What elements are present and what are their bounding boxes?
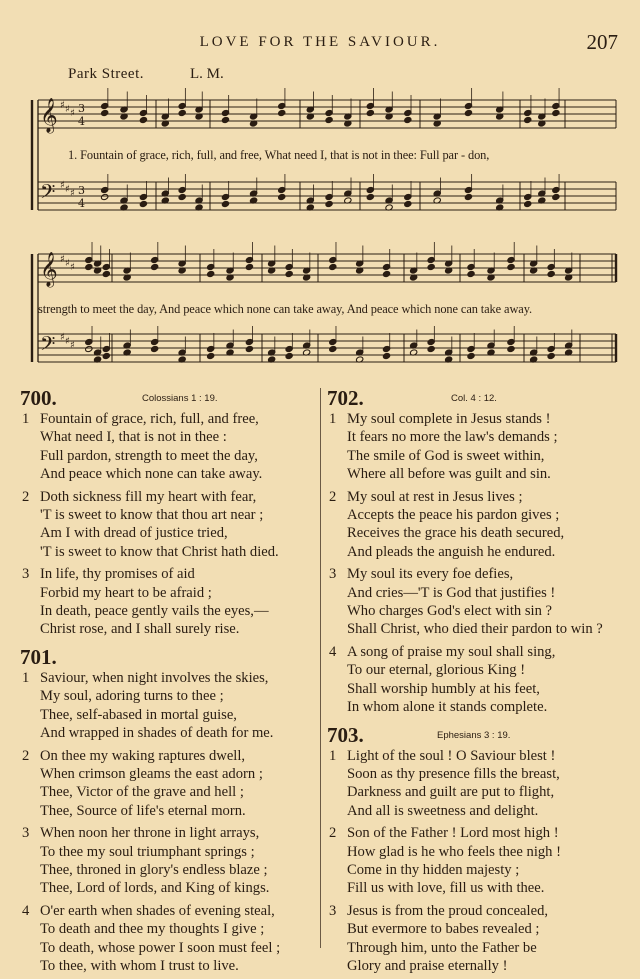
verse-line: [327, 902, 632, 920]
verse: [20, 669, 320, 743]
verse-text: A song of praise my soul shall sing,: [347, 643, 556, 660]
hymn-number: 702.: [327, 386, 364, 410]
scripture-reference: Col. 4 : 12.: [451, 393, 497, 404]
verse-line: [327, 620, 632, 638]
verse-number: 3: [329, 902, 337, 919]
verse-text: Accepts the peace his pardon gives ;: [347, 507, 560, 524]
svg-text:♯: ♯: [65, 184, 70, 195]
svg-text:4: 4: [78, 115, 85, 128]
verse-text: Fountain of grace, rich, full, and free,: [40, 411, 259, 427]
svg-text:♯: ♯: [65, 258, 70, 269]
verse-text: Thee, throned in glory's endless blaze ;: [40, 861, 268, 878]
verse: [20, 565, 320, 639]
verse-line: [327, 584, 632, 602]
verse-number: 3: [22, 825, 30, 842]
verse-number: 2: [329, 825, 337, 842]
verse: [20, 824, 320, 898]
verse-line: [327, 783, 632, 801]
verse-text: And all is sweetness and delight.: [347, 802, 539, 819]
right-column: [327, 386, 632, 979]
verse-line: [327, 680, 632, 698]
music-lyric-line-2: strength to meet the day, And peace which none can take away, And peace which none can take away.: [38, 302, 532, 316]
verse-line: [20, 524, 320, 542]
tune-name: Park Street.: [68, 66, 144, 82]
verse: [20, 488, 320, 562]
verse-line: [327, 488, 632, 506]
scripture-reference: Ephesians 3 : 19.: [437, 729, 511, 741]
svg-text:♯: ♯: [70, 340, 75, 351]
verse-line: [20, 724, 320, 742]
verse-line: [327, 843, 632, 861]
verse: [20, 410, 320, 484]
verse-text: Am I with dread of justice tried,: [40, 525, 228, 542]
svg-text:𝄞: 𝄞: [40, 98, 58, 133]
verse-line: [20, 939, 320, 957]
verse: [20, 902, 320, 976]
verse-text: To thee, with whom I trust to live.: [40, 957, 239, 974]
hymn-number: 700.: [20, 386, 57, 410]
verse-text: Where all before was guilt and sin.: [347, 466, 551, 483]
verse: [327, 488, 632, 562]
verse-text: Jesus is from the proud concealed,: [347, 902, 549, 919]
svg-text:♯: ♯: [65, 104, 70, 115]
verse-number: 1: [22, 411, 30, 427]
verse-text: To death, whose power I soon must feel ;: [40, 939, 281, 956]
verse-line: [327, 698, 632, 716]
verse-text: Thee, self-abased in mortal guise,: [40, 706, 237, 723]
verse-text: And wrapped in shades of death for me.: [40, 725, 274, 742]
verse-number: 2: [329, 488, 337, 505]
verse-text: When crimson gleams the east adorn ;: [40, 765, 263, 782]
svg-text:♯: ♯: [60, 254, 65, 265]
verse: [327, 902, 632, 976]
svg-text:♯: ♯: [70, 188, 75, 199]
verse-line: [20, 543, 320, 561]
verse-text: In life, thy promises of aid: [40, 566, 195, 583]
verse-number: 2: [22, 488, 30, 505]
verse-text: Come in thy hidden majesty ;: [347, 861, 520, 878]
page-number: 207: [586, 30, 618, 54]
verse-text: And cries—'T is God that justifies !: [347, 584, 556, 601]
verse: [327, 565, 632, 639]
verse-text: 'T is sweet to know that Christ hath died.: [40, 543, 279, 560]
verse-line: [20, 410, 320, 428]
verse-text: Full pardon, strength to meet the day,: [40, 447, 258, 464]
svg-text:♯: ♯: [70, 108, 75, 119]
svg-text:3: 3: [78, 184, 85, 197]
verse-number: 1: [329, 411, 337, 427]
verse-line: [20, 447, 320, 465]
verse-line: [20, 706, 320, 724]
svg-text:𝄢: 𝄢: [40, 180, 56, 208]
verse-line: [327, 643, 632, 661]
hymn-700: [20, 386, 320, 639]
verse-line: [327, 602, 632, 620]
svg-text:♯: ♯: [60, 100, 65, 111]
verse-text: Soon as thy presence fills the breast,: [347, 765, 560, 782]
verse-line: [20, 765, 320, 783]
music-score: [0, 0, 640, 380]
verse-line: [327, 861, 632, 879]
verse-line: [20, 506, 320, 524]
verse-text: To thee my soul triumphant springs ;: [40, 843, 255, 860]
verse-text: Christ rose, and I shall surely rise.: [40, 621, 240, 638]
verse-text: My soul its every foe defies,: [347, 566, 514, 583]
verse-line: [327, 428, 632, 446]
svg-text:♯: ♯: [60, 332, 65, 343]
verse-line: [20, 602, 320, 620]
music-lyric-line-1: 1. Fountain of grace, rich, full, and free, What need I, that is not in thee: Full par - don,: [68, 148, 490, 162]
verse-line: [327, 802, 632, 820]
verse-line: [20, 861, 320, 879]
tune-meter: L. M.: [190, 66, 224, 82]
svg-text:♯: ♯: [60, 180, 65, 191]
verse-text: How glad is he who feels thee nigh !: [347, 843, 561, 860]
verse-text: Saviour, when night involves the skies,: [40, 669, 269, 686]
verse-line: [327, 747, 632, 765]
running-title: LOVE FOR THE SAVIOUR.: [199, 34, 441, 50]
verse-line: [20, 802, 320, 820]
verse-number: 4: [329, 643, 337, 660]
verse-line: [20, 428, 320, 446]
verse-line: [20, 879, 320, 897]
verse-number: 4: [22, 902, 30, 919]
verse-line: [20, 747, 320, 765]
verse: [327, 824, 632, 898]
verse-text: To death and thee my thoughts I give ;: [40, 921, 265, 938]
verse-text: On thee my waking raptures dwell,: [40, 747, 246, 764]
verse: [20, 747, 320, 821]
verse-text: And peace which none can take away.: [40, 466, 263, 483]
column-divider: [320, 388, 321, 948]
verse-text: My soul complete in Jesus stands !: [347, 411, 551, 427]
verse-number: 2: [22, 747, 30, 764]
verse-line: [327, 765, 632, 783]
hymn-number: 703.: [327, 722, 364, 747]
verse-line: [327, 447, 632, 465]
verse-text: Son of the Father ! Lord most high !: [347, 825, 559, 842]
verse-text: In whom alone it stands complete.: [347, 699, 548, 716]
verse-line: [20, 565, 320, 583]
svg-text:3: 3: [78, 102, 85, 115]
hymn-701: [20, 645, 320, 976]
verse: [327, 410, 632, 484]
verse-line: [20, 465, 320, 483]
verse-line: [20, 824, 320, 842]
verse: [327, 643, 632, 717]
verse-line: [327, 465, 632, 483]
verse-line: [327, 824, 632, 842]
verse-text: Forbid my heart to be afraid ;: [40, 584, 212, 601]
verse-line: [327, 957, 632, 975]
verse-text: O'er earth when shades of evening steal,: [40, 902, 275, 919]
verse-text: Through him, unto the Father be: [347, 939, 537, 956]
scripture-reference: Colossians 1 : 19.: [142, 393, 218, 404]
verse-text: Thee, Source of life's eternal morn.: [40, 802, 246, 819]
verse-line: [20, 957, 320, 975]
svg-text:𝄞: 𝄞: [40, 252, 58, 287]
verse-text: Shall worship humbly at his feet,: [347, 680, 540, 697]
verse-line: [20, 843, 320, 861]
verse-line: [327, 879, 632, 897]
verse-text: My soul at rest in Jesus lives ;: [347, 488, 523, 505]
verse-line: [20, 584, 320, 602]
verse-text: Receives the grace his death secured,: [347, 525, 565, 542]
verse-line: [20, 783, 320, 801]
verse-text: Shall Christ, who died their pardon to win ?: [347, 621, 603, 638]
verse-number: 1: [22, 669, 30, 686]
left-column: [20, 386, 320, 979]
verse-text: What need I, that is not in thee :: [40, 429, 227, 446]
verse-text: Fill us with love, fill us with thee.: [347, 880, 545, 897]
verse-text: And pleads the anguish he endured.: [347, 543, 556, 560]
verse-text: Glory and praise eternally !: [347, 957, 508, 974]
verse-line: [327, 543, 632, 561]
verse-number: 3: [329, 566, 337, 583]
verse-number: 3: [22, 566, 30, 583]
verse-line: [327, 565, 632, 583]
verse-line: [20, 902, 320, 920]
verse-line: [327, 939, 632, 957]
verse-text: 'T is sweet to know that thou art near ;: [40, 507, 264, 524]
verse-text: Who charges God's elect with sin ?: [347, 603, 552, 620]
verse-text: Doth sickness fill my heart with fear,: [40, 488, 257, 505]
hymn-702: [327, 386, 632, 717]
verse-text: Thee, Victor of the grave and hell ;: [40, 784, 244, 801]
verse-text: But evermore to babes revealed ;: [347, 921, 540, 938]
verse-line: [327, 920, 632, 938]
verse: [327, 747, 632, 821]
verse-text: Darkness and guilt are put to flight,: [347, 784, 555, 801]
verse-line: [327, 506, 632, 524]
verse-line: [20, 687, 320, 705]
verse-text: To our eternal, glorious King !: [347, 662, 526, 679]
verse-text: When noon her throne in light arrays,: [40, 825, 260, 842]
verse-text: Thee, Lord of lords, and King of kings.: [40, 880, 270, 897]
hymn-number: 701.: [20, 644, 57, 669]
svg-text:𝄢: 𝄢: [40, 332, 56, 360]
verse-line: [20, 488, 320, 506]
svg-text:4: 4: [78, 197, 85, 210]
verse-text: The smile of God is sweet within,: [347, 447, 545, 464]
verse-text: It fears no more the law's demands ;: [347, 429, 558, 446]
verse-number: 1: [329, 747, 337, 764]
svg-text:♯: ♯: [65, 336, 70, 347]
verse-line: [20, 620, 320, 638]
verse-line: [327, 410, 632, 428]
verse-text: Light of the soul ! O Saviour blest !: [347, 747, 556, 764]
verse-line: [327, 661, 632, 679]
svg-text:♯: ♯: [70, 262, 75, 273]
verse-line: [327, 524, 632, 542]
verse-line: [20, 669, 320, 687]
verse-text: My soul, adoring turns to thee ;: [40, 688, 224, 705]
verse-line: [20, 920, 320, 938]
verse-text: In death, peace gently vails the eyes,—: [40, 603, 269, 620]
hymn-703: [327, 723, 632, 976]
